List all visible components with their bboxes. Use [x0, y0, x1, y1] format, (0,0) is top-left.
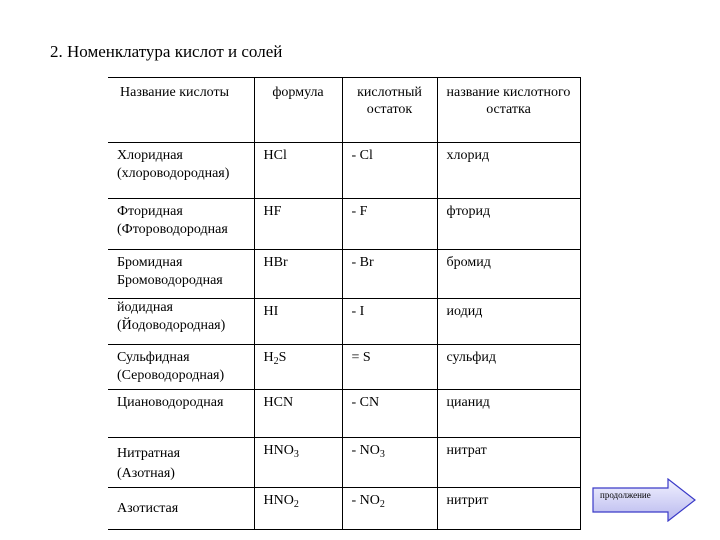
residue-cell	[342, 199, 437, 250]
arrow-right-icon	[592, 478, 696, 522]
formula-cell	[254, 199, 342, 250]
residue-cell	[342, 390, 437, 438]
residue: - Br	[351, 255, 374, 270]
residue-name: иодид	[446, 304, 483, 319]
acid-alt-name: (хлороводородная)	[117, 166, 230, 181]
residue-name: хлорид	[446, 148, 490, 163]
header-residue: кислотный остаток	[342, 78, 437, 143]
acid-name-cell	[108, 488, 254, 530]
formula-cell	[254, 390, 342, 438]
formula-cell	[254, 143, 342, 199]
residue: - Cl	[351, 148, 373, 163]
residue-name: фторид	[446, 204, 491, 219]
table-row	[108, 488, 580, 530]
formula-cell	[254, 488, 342, 530]
residue-cell	[342, 250, 437, 299]
residue: - F	[351, 204, 368, 219]
residue-name-cell	[437, 390, 580, 438]
formula: HNO	[263, 493, 294, 508]
residue-cell	[342, 299, 437, 345]
table-row	[108, 438, 580, 488]
residue-name-cell	[437, 299, 580, 345]
acid-alt-name: (Йодоводородная)	[117, 318, 226, 333]
acid-name-cell	[108, 345, 254, 390]
residue-name-cell	[437, 438, 580, 488]
table-row	[108, 250, 580, 299]
residue: - CN	[351, 395, 380, 410]
acid-name: Азотистая	[117, 501, 179, 516]
acid-alt-name: (Сероводородная)	[117, 368, 225, 383]
formula-subscript: 3	[293, 449, 299, 460]
residue: - NO	[351, 443, 380, 458]
acid-alt-name: (Азотная)	[117, 466, 175, 481]
residue-cell	[342, 345, 437, 390]
acid-name: Фторидная	[117, 204, 183, 219]
formula: HBr	[263, 255, 288, 270]
acid-name: йодидная	[117, 300, 173, 315]
table-header-row	[108, 78, 580, 143]
formula-subscript: 2	[273, 356, 279, 367]
residue-name: нитрит	[446, 493, 489, 508]
acid-alt-name: (Фтороводородная	[117, 222, 228, 237]
acid-name-cell	[108, 390, 254, 438]
residue-subscript: 3	[379, 449, 385, 460]
formula: HI	[263, 304, 279, 319]
table-row	[108, 345, 580, 390]
acid-name-cell	[108, 250, 254, 299]
residue-name-cell	[437, 143, 580, 199]
table-row	[108, 390, 580, 438]
next-button-label: продолжение	[600, 490, 651, 500]
residue-name: сульфид	[446, 350, 496, 365]
formula: HCl	[263, 148, 287, 163]
acid-name-cell	[108, 199, 254, 250]
acid-name: Бромидная	[117, 255, 183, 270]
residue-name: цианид	[446, 395, 490, 410]
header-acid-name: Название кислоты	[108, 78, 254, 143]
residue-cell	[342, 438, 437, 488]
residue-cell	[342, 488, 437, 530]
residue-name-cell	[437, 199, 580, 250]
formula-tail: S	[278, 350, 287, 365]
formula: HF	[263, 204, 282, 219]
residue-name: бромид	[446, 255, 491, 270]
formula-cell	[254, 438, 342, 488]
residue: = S	[351, 350, 371, 365]
acids-table	[108, 77, 581, 530]
acid-name-cell	[108, 143, 254, 199]
page-title: 2. Номенклатура кислот и солей	[50, 42, 283, 61]
acid-alt-name: Бромоводородная	[117, 273, 223, 288]
acid-name: Нитратная	[117, 446, 181, 461]
residue-cell	[342, 143, 437, 199]
formula-cell	[254, 299, 342, 345]
acid-name: Хлоридная	[117, 148, 183, 163]
acid-name-cell	[108, 438, 254, 488]
table-row	[108, 199, 580, 250]
next-button[interactable]	[592, 478, 696, 522]
formula: H	[263, 350, 274, 365]
header-formula: формула	[254, 78, 342, 143]
table-row	[108, 143, 580, 199]
residue-name: нитрат	[446, 443, 487, 458]
residue-name-cell	[437, 250, 580, 299]
residue: - NO	[351, 493, 380, 508]
formula: HNO	[263, 443, 294, 458]
formula: HCN	[263, 395, 294, 410]
residue-name-cell	[437, 345, 580, 390]
acid-name: Сульфидная	[117, 350, 190, 365]
formula-subscript: 2	[293, 499, 299, 510]
acid-name: Циановодородная	[117, 395, 224, 410]
residue-subscript: 2	[379, 499, 385, 510]
formula-cell	[254, 345, 342, 390]
residue: - I	[351, 304, 365, 319]
residue-name-cell	[437, 488, 580, 530]
table-row	[108, 299, 580, 345]
formula-cell	[254, 250, 342, 299]
acid-name-cell	[108, 299, 254, 345]
header-residue-name: название кислотного остатка	[437, 78, 580, 143]
